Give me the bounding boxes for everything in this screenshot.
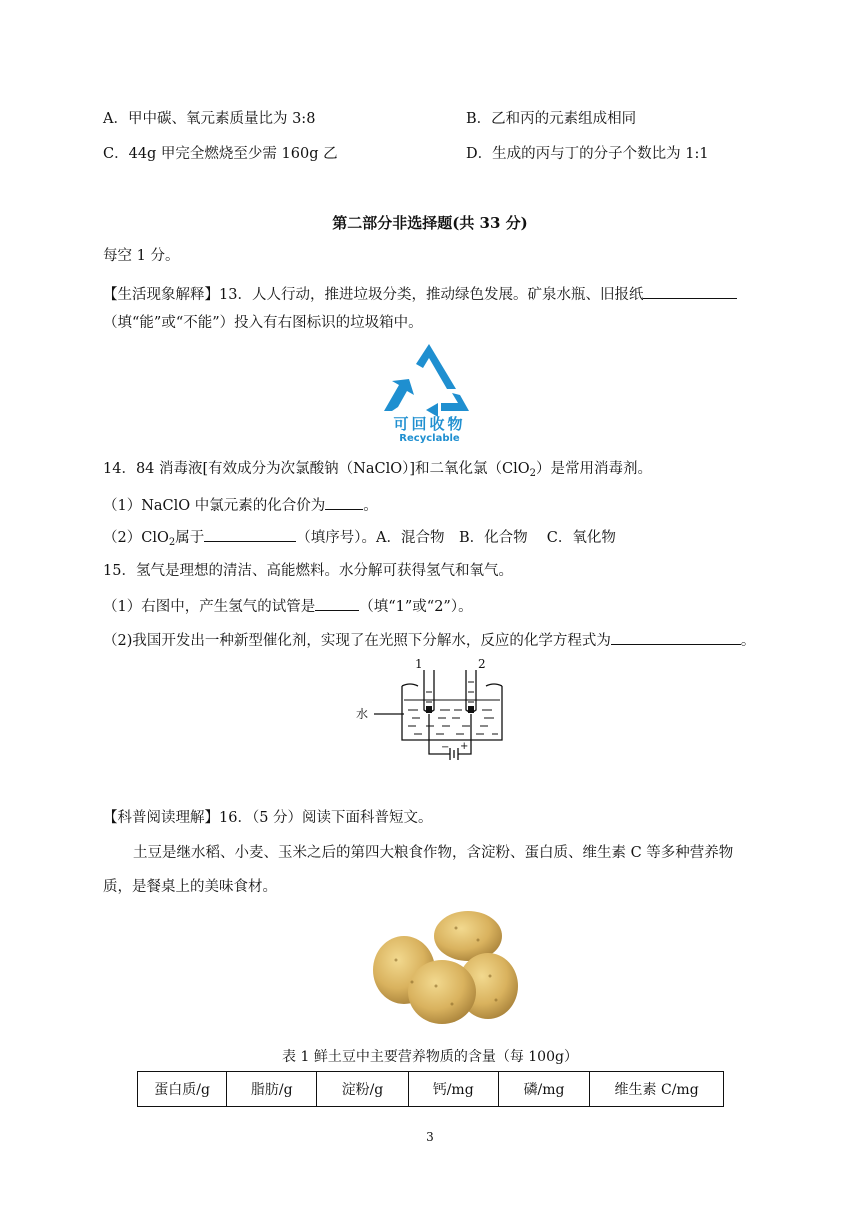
- q16-para-line1: 土豆是继水稻、小麦、玉米之后的第四大粮食作物，含淀粉、蛋白质、维生素 C 等多种营养物: [133, 845, 734, 861]
- recycle-sign-en: Recyclable: [399, 433, 460, 444]
- electrolysis-apparatus: [352, 656, 512, 766]
- q14-part2: [103, 526, 616, 553]
- tube-2-label: 2: [478, 657, 486, 671]
- q15-p1-end: （填“1”或“2”）。: [359, 599, 473, 615]
- table-header-cell: 脂肪/g: [227, 1072, 317, 1107]
- q14-stem: 14．84 消毒液[有效成分为次氯酸钠（NaClO）]和二氧化氯（ClO: [103, 461, 530, 477]
- table-caption: 表 1 鲜土豆中主要营养物质的含量（每 100g）: [282, 1049, 578, 1065]
- table-header-cell: 维生素 C/mg: [590, 1072, 724, 1107]
- q15-p2-end: 。: [740, 633, 756, 649]
- q14-p2-mid: 属于: [175, 530, 205, 546]
- plus-label: +: [460, 741, 469, 752]
- q14-stem-end: ）是常用消毒剂。: [536, 461, 653, 477]
- q13-line2: （填“能”或“不能”）投入有右图标识的垃圾箱中。: [103, 315, 423, 331]
- q15-p2-text: （2)我国开发出一种新型催化剂，实现了在光照下分解水，反应的化学方程式为: [103, 633, 611, 649]
- q14-p2-sub: 2: [168, 537, 176, 548]
- q15-p1-text: （1）右图中，产生氢气的试管是: [103, 599, 316, 615]
- q16-para-line2: 质，是餐桌上的美味食材。: [103, 879, 277, 895]
- question-16: [103, 808, 433, 828]
- table-header-cell: 蛋白质/g: [138, 1072, 227, 1107]
- potato-photo: [366, 906, 522, 1028]
- q15-part1: [103, 595, 473, 617]
- table-header-cell: 磷/mg: [498, 1072, 589, 1107]
- q14-p1-text: （1）NaClO 中氯元素的化合价为: [103, 498, 326, 514]
- answer-blank[interactable]: [204, 526, 296, 542]
- q16-text: 16．（5 分）阅读下面科普短文。: [219, 810, 433, 826]
- answer-blank[interactable]: [643, 283, 737, 299]
- water-label: 水: [356, 707, 369, 721]
- tube-1-label: 1: [415, 657, 423, 671]
- question-14: [103, 459, 652, 484]
- section-title: 第二部分非选择题(共 33 分): [332, 214, 528, 232]
- minus-label: −: [441, 742, 450, 753]
- potato-image: [366, 906, 522, 1028]
- answer-blank[interactable]: [611, 629, 741, 645]
- option-b: B．乙和丙的元素组成相同: [466, 111, 637, 127]
- table-header-cell: 钙/mg: [408, 1072, 498, 1107]
- recycle-sign-cn: 可回收物: [393, 415, 466, 433]
- option-a: A．甲中碳、氧元素质量比为 3:8: [103, 111, 316, 127]
- q14-p1-end: 。: [363, 498, 378, 514]
- answer-blank[interactable]: [325, 494, 363, 510]
- electrolysis-diagram: [352, 656, 512, 766]
- score-note: 每空 1 分。: [103, 248, 180, 264]
- question-15: 15．氢气是理想的清洁、高能燃料。水分解可获得氢气和氧气。: [103, 563, 513, 579]
- q14-p2-text: （2）ClO: [103, 530, 169, 546]
- q13-text: 13．人人行动，推进垃圾分类，推动绿色发展。矿泉水瓶、旧报纸: [219, 287, 644, 303]
- q16-tag: 【科普阅读理解】: [103, 810, 219, 826]
- page-number: 3: [426, 1130, 434, 1144]
- q15-part2: [103, 629, 755, 651]
- recycle-sign: [378, 341, 481, 449]
- answer-blank[interactable]: [315, 595, 359, 611]
- table-header-row: [138, 1072, 724, 1107]
- option-d: D．生成的丙与丁的分子个数比为 1:1: [466, 146, 709, 162]
- question-13: [103, 283, 737, 305]
- q14-p2-options: （填序号）。A．混合物 B．化合物 C．氧化物: [296, 530, 616, 546]
- q13-tag: 【生活现象解释】: [103, 287, 219, 303]
- q14-part1: [103, 494, 378, 516]
- q14-stem-sub: 2: [529, 468, 537, 479]
- nutrient-table: [137, 1071, 724, 1107]
- table-header-cell: 淀粉/g: [317, 1072, 408, 1107]
- option-c: C．44g 甲完全燃烧至少需 160g 乙: [103, 146, 338, 162]
